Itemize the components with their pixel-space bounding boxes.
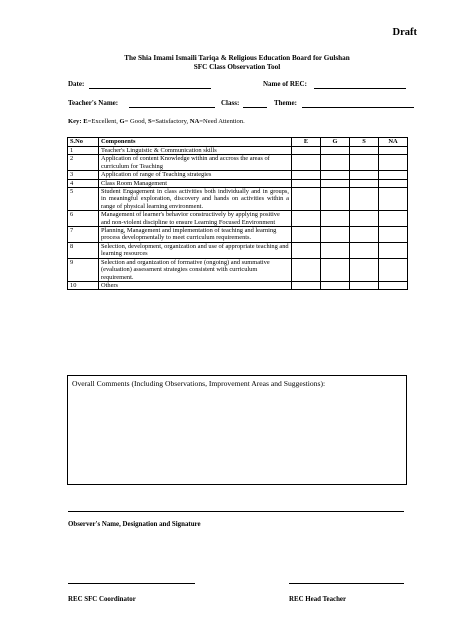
- row-component: Class Room Management: [99, 179, 292, 187]
- rating-cell-s[interactable]: [350, 155, 379, 171]
- observer-signature-line[interactable]: [68, 511, 404, 512]
- observation-table: [67, 137, 408, 290]
- board-title: The Shia Imami Ismaili Tariqa & Religious Education Board for Gulshan: [124, 54, 350, 62]
- overall-comments-label: Overall Comments (Including Observations, Improvement Areas and Suggestions):: [72, 379, 326, 388]
- table-row: [68, 171, 408, 179]
- date-field[interactable]: [89, 88, 211, 89]
- rating-cell-s[interactable]: [350, 188, 379, 211]
- rating-cell-na[interactable]: [379, 147, 408, 155]
- rating-cell-na[interactable]: [379, 179, 408, 187]
- key-na-letter: NA: [189, 118, 200, 125]
- header-na: NA: [379, 138, 408, 147]
- row-component: Selection and organization of formative (ongoing) and summative (evaluation) assessment strategies consistent with curriculum requirement.: [99, 258, 292, 281]
- tool-title: SFC Class Observation Tool: [193, 63, 281, 71]
- rating-cell-e[interactable]: [292, 179, 321, 187]
- row-sno: 9: [68, 258, 99, 281]
- theme-field[interactable]: [302, 107, 414, 108]
- key-s-letter: S: [148, 118, 152, 125]
- rating-cell-na[interactable]: [379, 155, 408, 171]
- rating-cell-g[interactable]: [321, 155, 350, 171]
- table-row: [68, 258, 408, 281]
- draft-label: Draft: [392, 27, 417, 38]
- rating-cell-s[interactable]: [350, 179, 379, 187]
- head-teacher-signature-line[interactable]: [289, 583, 404, 584]
- rating-cell-e[interactable]: [292, 258, 321, 281]
- head-teacher-label: REC Head Teacher: [289, 596, 347, 603]
- rating-cell-e[interactable]: [292, 171, 321, 179]
- row-component: Student Engagement in class activities both individually and in groups, in meaningful exploration, discovery and hands on activities within a range of physical learning environment.: [99, 188, 292, 211]
- row-sno: 1: [68, 147, 99, 155]
- observer-signature-label: Observer's Name, Designation and Signature: [68, 521, 201, 528]
- teacher-name-field[interactable]: [129, 107, 215, 108]
- rating-cell-na[interactable]: [379, 171, 408, 179]
- table-row: [68, 211, 408, 227]
- key-g-text: = Good,: [124, 118, 148, 125]
- rating-cell-g[interactable]: [321, 281, 350, 289]
- rating-key: [68, 118, 245, 125]
- row-component: Planning, Management and implementation of teaching and learning process developmentally to meet curriculum requirements.: [99, 227, 292, 243]
- header-e: E: [292, 138, 321, 147]
- class-field[interactable]: [243, 107, 267, 108]
- key-s-text: =Satisfactory,: [151, 118, 190, 125]
- row-sno: 10: [68, 281, 99, 289]
- key-e-text: =Excellent,: [87, 118, 120, 125]
- rating-cell-na[interactable]: [379, 281, 408, 289]
- row-component: Selection, development, organization and use of appropriate teaching and learning resources: [99, 242, 292, 258]
- row-component: Teacher's Linguistic & Communication skills: [99, 147, 292, 155]
- row-sno: 4: [68, 179, 99, 187]
- row-sno: 5: [68, 188, 99, 211]
- row-sno: 7: [68, 227, 99, 243]
- rating-cell-e[interactable]: [292, 211, 321, 227]
- key-na-text: =Need Attention.: [199, 118, 245, 125]
- row-component: Others: [99, 281, 292, 289]
- header-components: Components: [99, 138, 292, 147]
- rating-cell-g[interactable]: [321, 242, 350, 258]
- overall-comments-box[interactable]: [67, 375, 407, 485]
- rating-cell-s[interactable]: [350, 227, 379, 243]
- rating-cell-s[interactable]: [350, 171, 379, 179]
- rec-name-field[interactable]: [314, 88, 406, 89]
- coordinator-label: REC SFC Coordinator: [68, 596, 136, 603]
- rating-cell-s[interactable]: [350, 147, 379, 155]
- rating-cell-e[interactable]: [292, 147, 321, 155]
- row-sno: 2: [68, 155, 99, 171]
- table-row: [68, 227, 408, 243]
- rating-cell-na[interactable]: [379, 258, 408, 281]
- table-header-row: [68, 138, 408, 147]
- rating-cell-na[interactable]: [379, 188, 408, 211]
- rating-cell-e[interactable]: [292, 242, 321, 258]
- header-s: S: [350, 138, 379, 147]
- row-component: Application of range of Teaching strategies: [99, 171, 292, 179]
- rating-cell-na[interactable]: [379, 227, 408, 243]
- row-sno: 3: [68, 171, 99, 179]
- rec-name-label: Name of REC:: [263, 80, 307, 88]
- key-prefix: Key:: [68, 118, 84, 125]
- header-g: G: [321, 138, 350, 147]
- row-component: Management of learner's behavior constructively by applying positive and non-violent discipline to ensure Learning Focused Environment: [99, 211, 292, 227]
- class-label: Class:: [221, 99, 240, 107]
- row-sno: 6: [68, 211, 99, 227]
- rating-cell-s[interactable]: [350, 258, 379, 281]
- rating-cell-g[interactable]: [321, 171, 350, 179]
- table-row: [68, 179, 408, 187]
- rating-cell-g[interactable]: [321, 188, 350, 211]
- rating-cell-e[interactable]: [292, 155, 321, 171]
- rating-cell-g[interactable]: [321, 147, 350, 155]
- coordinator-signature-line[interactable]: [68, 583, 195, 584]
- rating-cell-s[interactable]: [350, 281, 379, 289]
- rating-cell-g[interactable]: [321, 227, 350, 243]
- date-label: Date:: [68, 80, 85, 88]
- header-sno: S.No: [68, 138, 99, 147]
- key-g-letter: G: [119, 118, 125, 125]
- rating-cell-s[interactable]: [350, 211, 379, 227]
- table-row: [68, 242, 408, 258]
- table-row: [68, 155, 408, 171]
- theme-label: Theme:: [274, 99, 297, 107]
- rating-cell-g[interactable]: [321, 211, 350, 227]
- table-row: [68, 281, 408, 289]
- rating-cell-e[interactable]: [292, 188, 321, 211]
- rating-cell-e[interactable]: [292, 281, 321, 289]
- rating-cell-g[interactable]: [321, 179, 350, 187]
- rating-cell-e[interactable]: [292, 227, 321, 243]
- key-e-letter: E: [83, 118, 88, 125]
- rating-cell-s[interactable]: [350, 242, 379, 258]
- table-row: [68, 147, 408, 155]
- row-component: Application of content Knowledge within and accross the areas of curriculum for Teaching: [99, 155, 292, 171]
- rating-cell-na[interactable]: [379, 242, 408, 258]
- table-row: [68, 188, 408, 211]
- row-sno: 8: [68, 242, 99, 258]
- teacher-name-label: Teacher's Name:: [68, 99, 119, 107]
- rating-cell-na[interactable]: [379, 211, 408, 227]
- rating-cell-g[interactable]: [321, 258, 350, 281]
